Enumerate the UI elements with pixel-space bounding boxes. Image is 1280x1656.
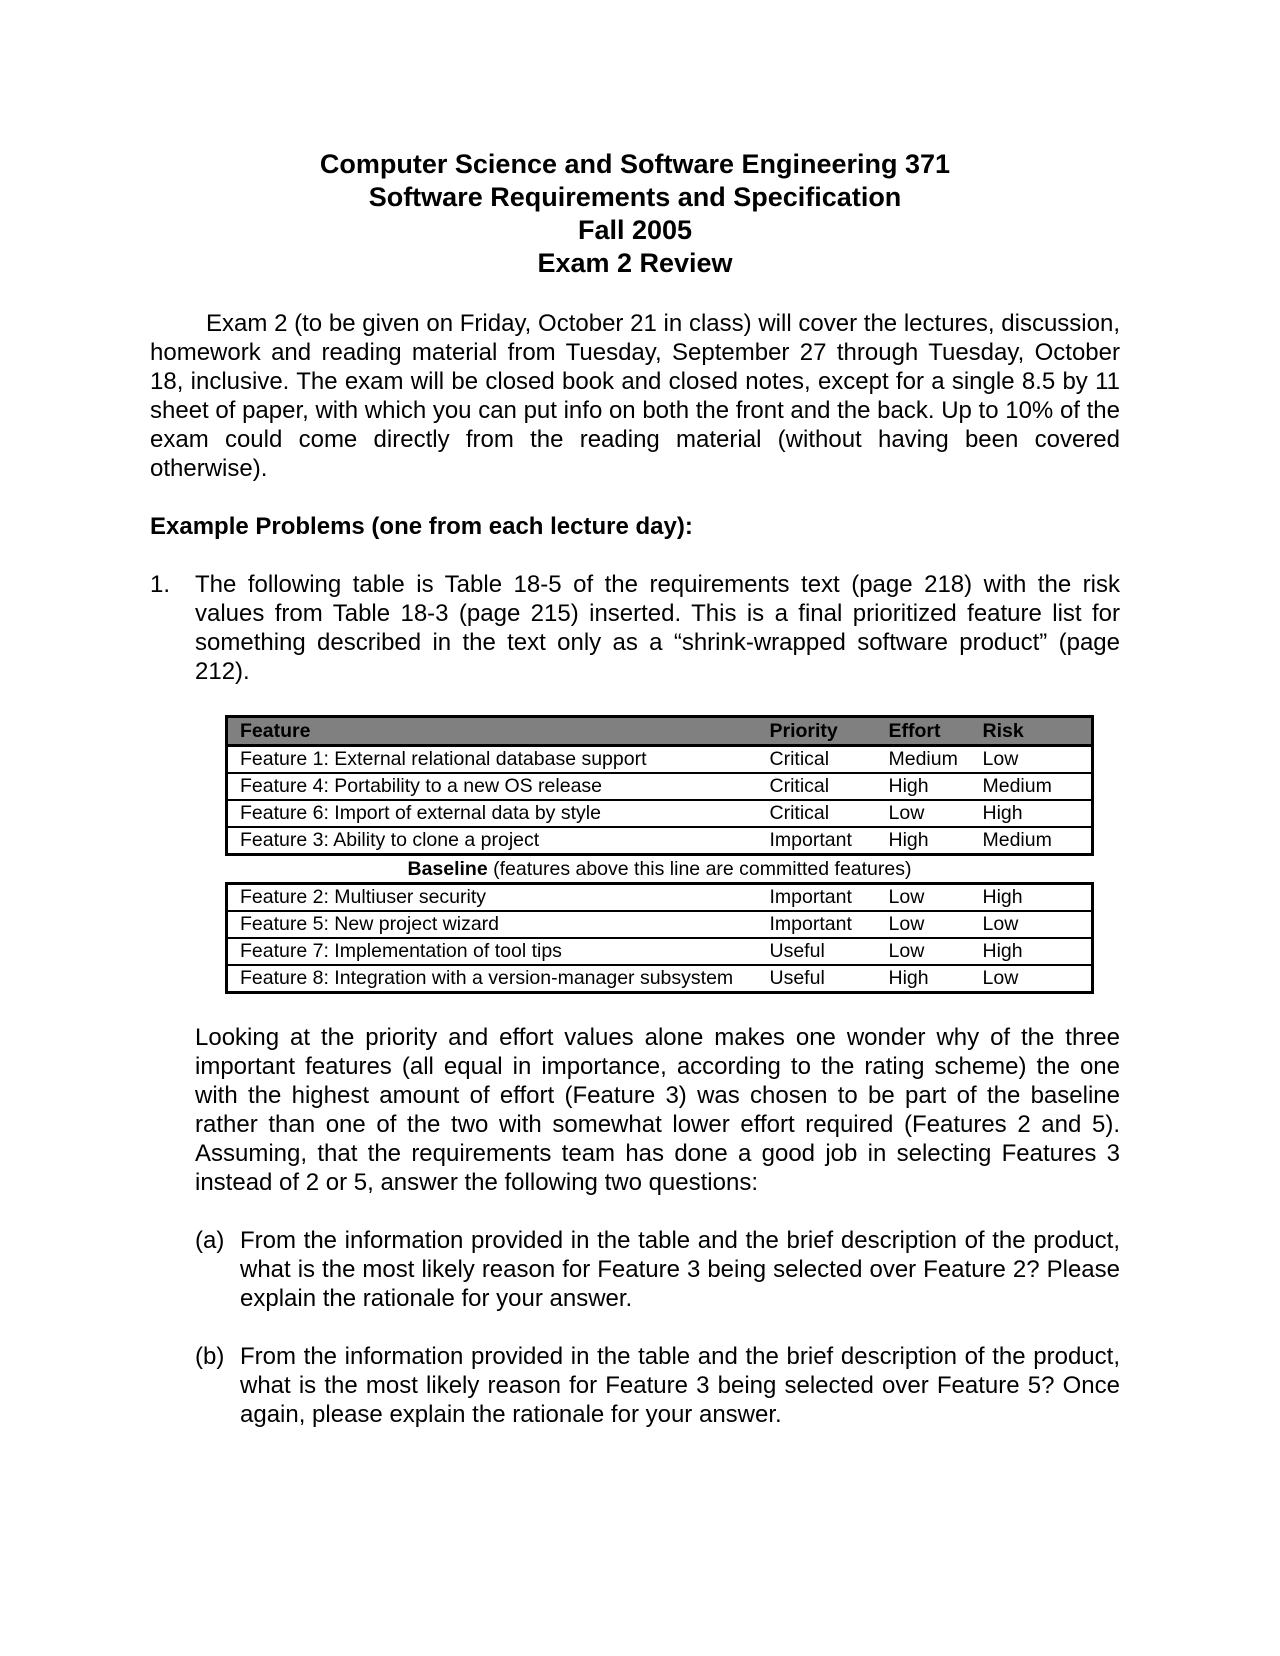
effort-cell: Low: [877, 911, 971, 938]
priority-cell: Important: [758, 911, 877, 938]
course-title: Computer Science and Software Engineering 371: [319, 149, 951, 179]
table-row: [227, 746, 1093, 774]
baseline-bold: Baseline: [407, 858, 488, 880]
baseline-note: (features above this line are committed features): [487, 858, 912, 880]
problem-1: [150, 570, 1120, 1429]
priority-cell: Critical: [758, 800, 877, 827]
effort-cell: Low: [877, 800, 971, 827]
table-row: [227, 884, 1093, 912]
risk-cell: High: [971, 938, 1093, 965]
baseline-label: [225, 856, 1094, 882]
course-subtitle: Software Requirements and Specification: [368, 182, 902, 212]
feature-table-wrap: [225, 715, 1094, 994]
effort-cell: Low: [888, 886, 925, 908]
committed-feature-table: [225, 715, 1094, 856]
table-header-row: [227, 717, 1093, 746]
document-title: [150, 148, 1120, 280]
header-priority: Priority: [758, 717, 877, 746]
risk-cell: Low: [971, 965, 1093, 993]
exam-title: Exam 2 Review: [537, 248, 733, 278]
question-b-label: (b): [195, 1343, 225, 1370]
table-row: [227, 938, 1093, 965]
priority-cell: Important: [758, 827, 877, 855]
priority-cell: Critical: [769, 748, 830, 770]
feature-cell: Feature 4: Portability to a new OS release: [227, 773, 758, 800]
problem-number: 1.: [150, 571, 171, 598]
section-heading: Example Problems (one from each lecture day):: [150, 513, 693, 540]
question-b: [195, 1342, 1120, 1429]
effort-cell: Low: [877, 938, 971, 965]
header-feature: Feature: [227, 717, 758, 746]
table-row: [227, 827, 1093, 855]
risk-cell: Low: [982, 748, 1019, 770]
risk-cell: Medium: [971, 827, 1093, 855]
priority-cell: Useful: [758, 965, 877, 993]
table-row: [227, 911, 1093, 938]
risk-cell: High: [971, 800, 1093, 827]
intro-paragraph: Exam 2 (to be given on Friday, October 21 in class) will cover the lectures, discussion, homework and reading material from Tuesday, September 27 through Tuesday, October 18, inclusive. The exam will be closed book and closed notes, except for a single 8.5 by 11 sheet of paper, with which you can put info on both the front and the back. Up to 10% of the exam could come directly from the reading material (without having been covered otherwise).: [150, 310, 1120, 482]
document-page: [150, 148, 1120, 1429]
problem-text: The following table is Table 18-5 of the requirements text (page 218) with the risk values from Table 18-3 (page 215) inserted. This is a final prioritized feature list for something described in the text only as a “shrink-wrapped software product” (page 212).: [195, 571, 1120, 685]
feature-cell: Feature 8: Integration with a version-manager subsystem: [227, 965, 758, 993]
priority-cell: Critical: [758, 773, 877, 800]
question-b-text: From the information provided in the table and the brief description of the product, what is the most likely reason for Feature 3 being selected over Feature 5? Once again, please explain the rationale for your answer.: [240, 1343, 1120, 1428]
effort-cell: High: [877, 965, 971, 993]
feature-cell: Feature 5: New project wizard: [227, 911, 758, 938]
header-effort: Effort: [877, 717, 971, 746]
term: Fall 2005: [577, 215, 693, 245]
effort-cell: High: [877, 773, 971, 800]
effort-cell: High: [877, 827, 971, 855]
feature-cell: Feature 6: Import of external data by style: [227, 800, 758, 827]
table-row: [227, 965, 1093, 993]
risk-cell: Medium: [971, 773, 1093, 800]
header-risk: Risk: [971, 717, 1093, 746]
question-a-label: (a): [195, 1227, 225, 1254]
feature-cell: Feature 1: External relational database support: [240, 748, 647, 770]
analysis-paragraph: Looking at the priority and effort values alone makes one wonder why of the three important features (all equal in importance, according to the rating scheme) the one with the highest amount of effort (Feature 3) was chosen to be part of the baseline rather than one of the two with somewhat lower effort required (Features 2 and 5). Assuming, that the requirements team has done a good job in selecting Features 3 instead of 2 or 5, answer the following two questions:: [195, 1024, 1120, 1196]
question-a: [195, 1226, 1120, 1313]
risk-cell: Low: [971, 911, 1093, 938]
table-row: [227, 773, 1093, 800]
question-a-text: From the information provided in the table and the brief description of the product, what is the most likely reason for Feature 3 being selected over Feature 2? Please explain the rationale for your answer.: [240, 1227, 1120, 1312]
feature-cell: Feature 7: Implementation of tool tips: [227, 938, 758, 965]
effort-cell: [877, 746, 971, 774]
other-feature-table: [225, 882, 1094, 994]
effort-value: Medium: [888, 748, 958, 770]
feature-cell: Feature 2: Multiuser security: [240, 886, 487, 908]
feature-cell: Feature 3: Ability to clone a project: [227, 827, 758, 855]
priority-cell: Useful: [758, 938, 877, 965]
priority-cell: Important: [769, 886, 852, 908]
table-row: [227, 800, 1093, 827]
risk-cell: High: [982, 886, 1023, 908]
